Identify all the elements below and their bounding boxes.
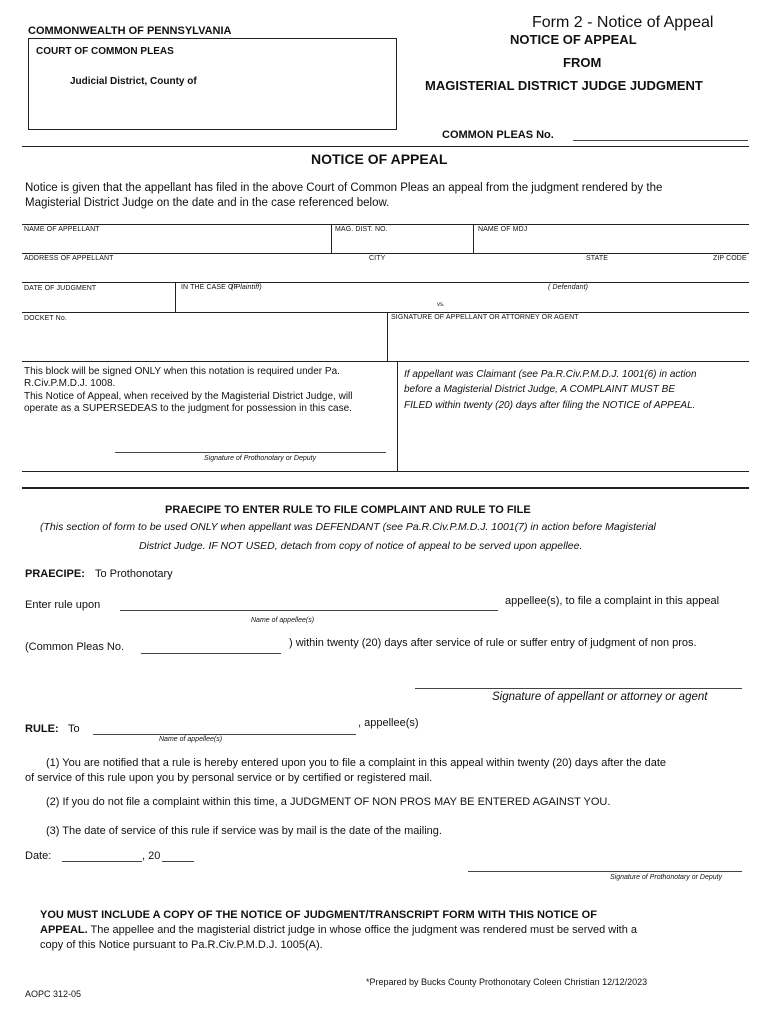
rule-appellee-name-caption: Name of appellee(s) xyxy=(159,736,223,743)
name-of-mdj-label: NAME OF MDJ xyxy=(478,226,528,233)
grid-line xyxy=(331,224,332,253)
mag-dist-no-label: MAG. DIST. NO. xyxy=(335,226,388,233)
praecipe-label: PRAECIPE: xyxy=(25,568,85,580)
enter-rule-upon-label: Enter rule upon xyxy=(25,599,101,611)
rule-prothonotary-signature-caption: Signature of Prothonotary or Deputy xyxy=(610,874,723,881)
praecipe-heading: PRAECIPE TO ENTER RULE TO FILE COMPLAINT AND RULE TO FILE xyxy=(165,504,531,516)
appellee-name-field[interactable] xyxy=(120,610,498,611)
defendant-label: ( Defendant) xyxy=(548,284,589,291)
form-code: AOPC 312-05 xyxy=(25,989,82,999)
date-of-judgment-label: DATE OF JUDGMENT xyxy=(24,285,97,292)
grid-line xyxy=(22,253,749,254)
grid-line xyxy=(22,471,749,472)
praecipe-to-prothonotary: To Prothonotary xyxy=(95,568,173,580)
rule-item1-line1: (1) You are notified that a rule is hereby entered upon you to file a complaint in this appeal within twenty (20) days after the date xyxy=(46,757,667,769)
grid-line xyxy=(387,312,388,361)
section-divider xyxy=(22,146,749,147)
include-copy-notice-line1: YOU MUST INCLUDE A COPY OF THE NOTICE OF JUDGMENT/TRANSCRIPT FORM WITH THIS NOTICE OF xyxy=(40,909,597,921)
supersedeas-line4: operate as a SUPERSEDEAS to the judgment for possession in this case. xyxy=(24,403,352,414)
vs-label: vs. xyxy=(437,302,445,308)
claimant-note-line3: FILED within twenty (20) days after filing the NOTICE of APPEAL. xyxy=(404,400,696,411)
notice-intro-line1: Notice is given that the appellant has filed in the above Court of Common Pleas an appeal from the judgment rendered by the xyxy=(25,182,663,194)
prepared-by-note: *Prepared by Bucks County Prothonotary Coleen Christian 12/12/2023 xyxy=(366,977,648,987)
prothonotary-signature-caption: Signature of Prothonotary or Deputy xyxy=(204,455,317,462)
common-pleas-no-label: COMMON PLEAS No. xyxy=(442,129,554,141)
praecipe-instruction-line2: District Judge. IF NOT USED, detach from copy of notice of appeal to be served upon appellee. xyxy=(139,540,583,552)
judgment-heading: MAGISTERIAL DISTRICT JUDGE JUDGMENT xyxy=(425,78,703,93)
zip-code-label: ZIP CODE xyxy=(713,255,747,262)
prothonotary-signature-field[interactable] xyxy=(115,452,386,453)
commonwealth-label: COMMONWEALTH OF PENNSYLVANIA xyxy=(28,25,232,37)
date-label: Date: xyxy=(25,850,52,862)
section-divider xyxy=(22,487,749,489)
notice-title: NOTICE OF APPEAL xyxy=(311,151,448,167)
docket-no-label: DOCKET No. xyxy=(24,315,67,322)
plaintiff-label: ( Plaintiff) xyxy=(231,284,262,291)
supersedeas-line3: This Notice of Appeal, when received by the Magisterial District Judge, will xyxy=(24,391,353,402)
praecipe-instruction-line1: (This section of form to be used ONLY when appellant was DEFENDANT (see Pa.R.Civ.P.M.D.J. 1001(7) in action before Magisterial xyxy=(40,521,656,533)
include-copy-notice-appeal: APPEAL. xyxy=(40,924,88,936)
signature-appellant-label: SIGNATURE OF APPELLANT OR ATTORNEY OR AGENT xyxy=(391,314,579,321)
supersedeas-line1: This block will be signed ONLY when this notation is required under Pa. xyxy=(24,366,340,377)
grid-line xyxy=(473,224,474,253)
appellant-signature-field[interactable] xyxy=(415,688,742,689)
notice-heading: NOTICE OF APPEAL xyxy=(510,32,637,47)
rule-label: RULE: xyxy=(25,723,59,735)
claimant-note-line1: If appellant was Claimant (see Pa.R.Civ.P.M.D.J. 1001(6) in action xyxy=(404,369,697,380)
form-title: Form 2 - Notice of Appeal xyxy=(532,14,714,31)
praecipe-common-pleas-no-field[interactable] xyxy=(141,653,281,654)
rule-item2: (2) If you do not file a complaint within this time, a JUDGMENT OF NON PROS MAY BE ENTERED AGAINST YOU. xyxy=(46,796,611,808)
within-twenty-days-text: ) within twenty (20) days after service of rule or suffer entry of judgment of non pros. xyxy=(289,637,697,649)
in-the-case-of-label: IN THE CASE OF xyxy=(181,284,238,291)
from-label: FROM xyxy=(563,55,602,70)
appellant-signature-caption: Signature of appellant or attorney or agent xyxy=(492,691,708,703)
rule-appellee-name-field[interactable] xyxy=(93,734,356,735)
appellee-complaint-text: appellee(s), to file a complaint in this appeal xyxy=(505,595,720,607)
grid-line xyxy=(22,312,749,313)
claimant-note-line2: before a Magisterial District Judge, A COMPLAINT MUST BE xyxy=(404,384,676,395)
city-label: CITY xyxy=(369,255,386,262)
rule-item3: (3) The date of service of this rule if service was by mail is the date of the mailing. xyxy=(46,825,442,837)
rule-appellees-text: , appellee(s) xyxy=(358,717,419,729)
common-pleas-no-prefix: (Common Pleas No. xyxy=(25,641,125,653)
notice-intro-line2: Magisterial District Judge on the date and in the case referenced below. xyxy=(25,197,390,209)
district-county-label: Judicial District, County of xyxy=(70,76,197,87)
rule-prothonotary-signature-field[interactable] xyxy=(468,871,742,872)
common-pleas-no-field[interactable] xyxy=(573,140,748,141)
grid-line xyxy=(22,282,749,283)
state-label: STATE xyxy=(586,255,609,262)
rule-item1-line2: of service of this rule upon you by personal service or by certified or registered mail. xyxy=(25,772,433,784)
supersedeas-line2: R.Civ.P.M.D.J. 1008. xyxy=(24,378,116,389)
include-copy-notice-line3: copy of this Notice pursuant to Pa.R.Civ.P.M.D.J. 1005(A). xyxy=(40,939,323,951)
date-year-field[interactable] xyxy=(162,861,194,862)
rule-to: To xyxy=(68,723,80,735)
date-field[interactable] xyxy=(62,861,142,862)
grid-line xyxy=(175,282,176,312)
appellee-name-caption: Name of appellee(s) xyxy=(251,617,315,624)
grid-line xyxy=(22,224,749,225)
include-copy-notice-rest: The appellee and the magisterial district judge in whose office the judgment was rendered must be served with a xyxy=(87,924,637,936)
court-label: COURT OF COMMON PLEAS xyxy=(36,46,174,57)
name-of-appellant-label: NAME OF APPELLANT xyxy=(24,226,100,233)
grid-line xyxy=(22,361,749,362)
date-year-prefix: , 20 xyxy=(142,850,161,862)
grid-line xyxy=(397,361,398,471)
include-copy-notice-line2 xyxy=(40,924,637,936)
address-of-appellant-label: ADDRESS OF APPELLANT xyxy=(24,255,114,262)
